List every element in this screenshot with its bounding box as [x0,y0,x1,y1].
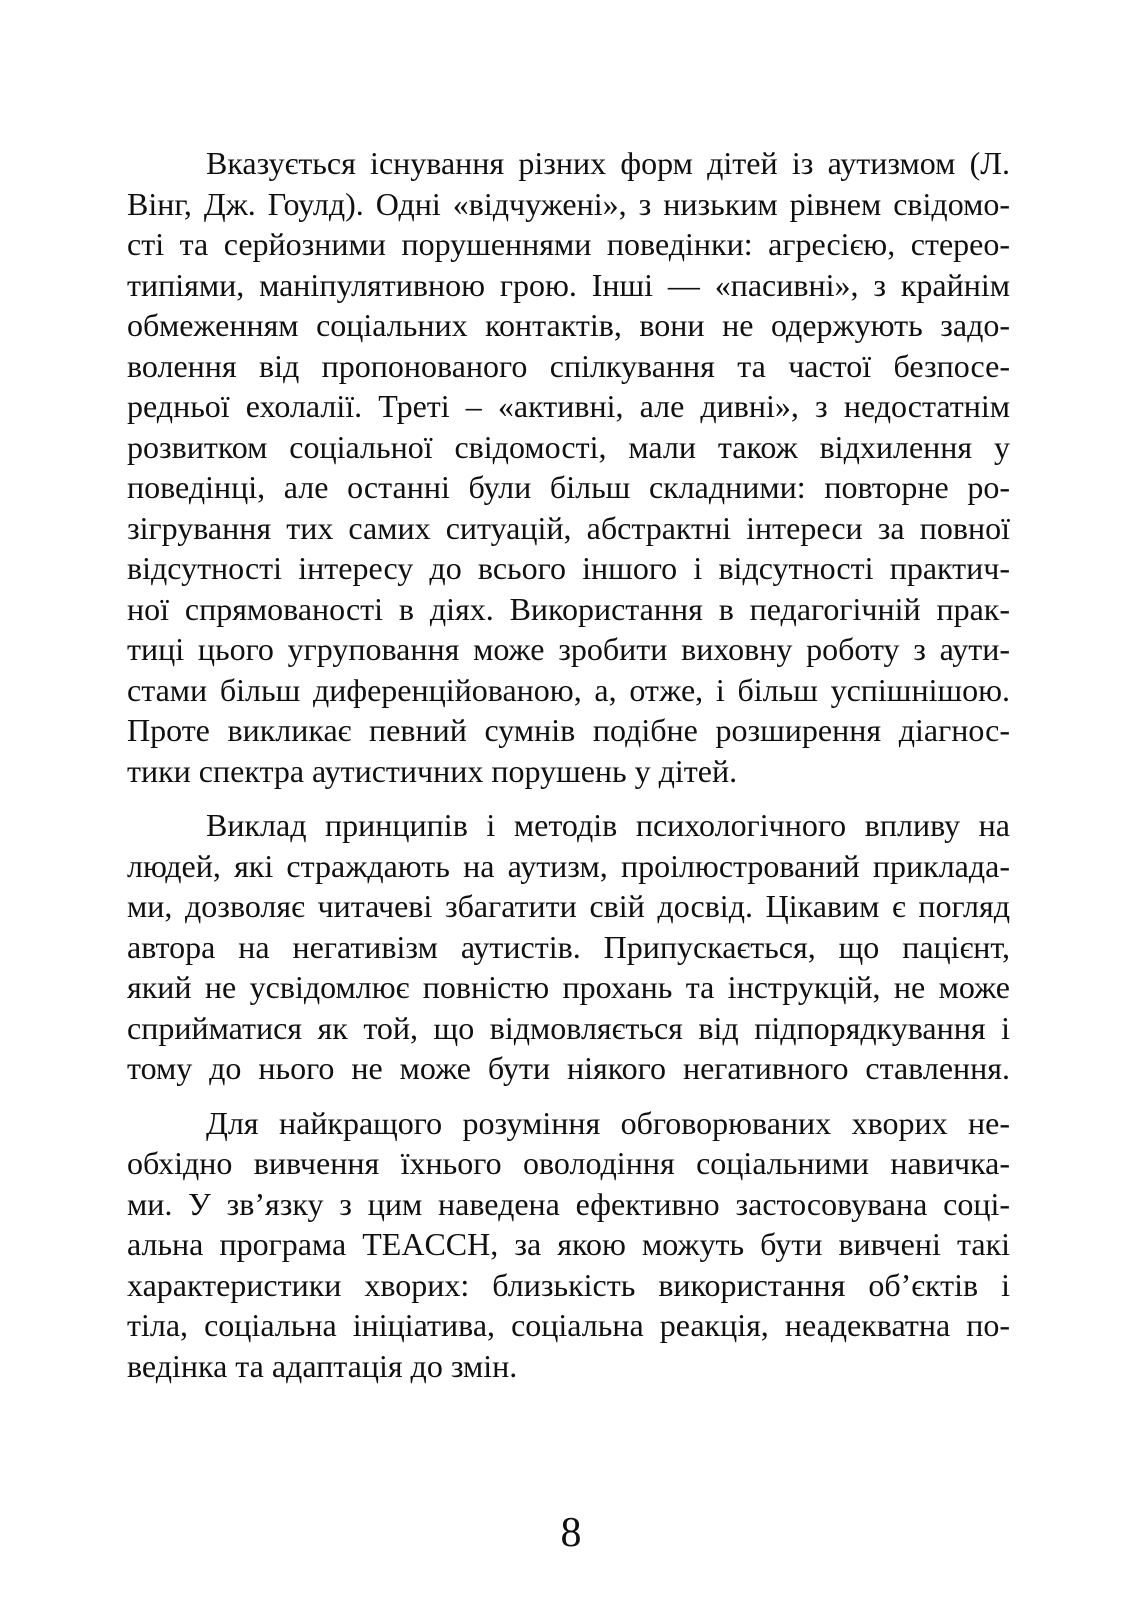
paragraph [127,143,1010,791]
page-number: 8 [560,1510,582,1556]
text-line: тики спектра аутистичних порушень у дітей. [127,752,738,789]
text-line: стами більш диференційованою, а, отже, і більш успішнішою. [127,671,1010,708]
text-line: відсутності інтересу до всього іншого і відсутності практич- [127,550,1010,586]
text-line: Проте викликає певний сумнів подібне розширення діагнос- [127,712,1010,748]
text-block [127,143,1010,1386]
text-line: сті та серйозними порушеннями поведінки: агресією, стерео- [127,226,1010,262]
text-line: типіями, маніпулятивною грою. Інші — «пасивні», з крайнім [127,266,1010,303]
text-line: обхідно вивчення їхнього оволодіння соціальними навичка- [127,1145,1010,1181]
text-line: Для найкращого розуміння обговорюваних хворих не- [206,1104,1010,1141]
paragraph [127,805,1010,1089]
text-line: тому до нього не може бути ніякого негативного ставлення. [127,1050,1010,1086]
text-line: тіла, соціальна ініціатива, соціальна реакція, неадекватна по- [127,1307,1010,1343]
text-line: який не усвідомлює повністю прохань та інструкцій, не може [127,969,1010,1005]
paragraph [127,1103,1010,1387]
text-line: розвитком соціальної свідомості, мали також відхилення у [127,428,1010,465]
text-line: альна програма TEACCH, за якою можуть бути вивчені такі [127,1226,1010,1262]
text-line: поведінці, але останні були більш складними: повторне ро- [127,469,1010,505]
text-line: характеристики хворих: близькість використання об’єктів і [127,1266,1010,1303]
text-line: волення від пропонованого спілкування та частої безпосе- [127,347,1010,384]
text-line: обмеженням соціальних контактів, вони не одержують задо- [127,307,1010,343]
text-line: редньої ехолалії. Треті – «активні, але дивні», з недостатнім [127,388,1010,424]
text-line: автора на негативізм аутистів. Припускається, що пацієнт, [127,928,1010,965]
text-line: Виклад принципів і методів психологічного впливу на [206,807,1010,843]
text-line: сприйматися як той, що відмовляється від підпорядкування і [127,1009,1010,1046]
text-line: ми. У зв’язку з цим наведена ефективно застосовувана соці- [127,1185,1010,1222]
text-line: тиці цього угруповання може зробити виховну роботу з аути- [127,631,1010,667]
text-line: людей, які страждають на аутизм, проілюстрований приклада- [127,847,1010,884]
text-line: зігрування тих самих ситуацій, абстрактні інтереси за повної [127,509,1010,546]
text-line: ми, дозволяє читачеві збагатити свій досвід. Цікавим є погляд [127,888,1010,924]
text-line: ведінка та адаптація до змін. [127,1347,518,1384]
text-line: ної спрямованості в діях. Використання в педагогічній прак- [127,590,1010,627]
text-line: Вказується існування різних форм дітей із аутизмом (Л. [206,145,1010,181]
text-line: Вінг, Дж. Гоулд). Одні «відчужені», з низьким рівнем свідомо- [127,185,1010,222]
